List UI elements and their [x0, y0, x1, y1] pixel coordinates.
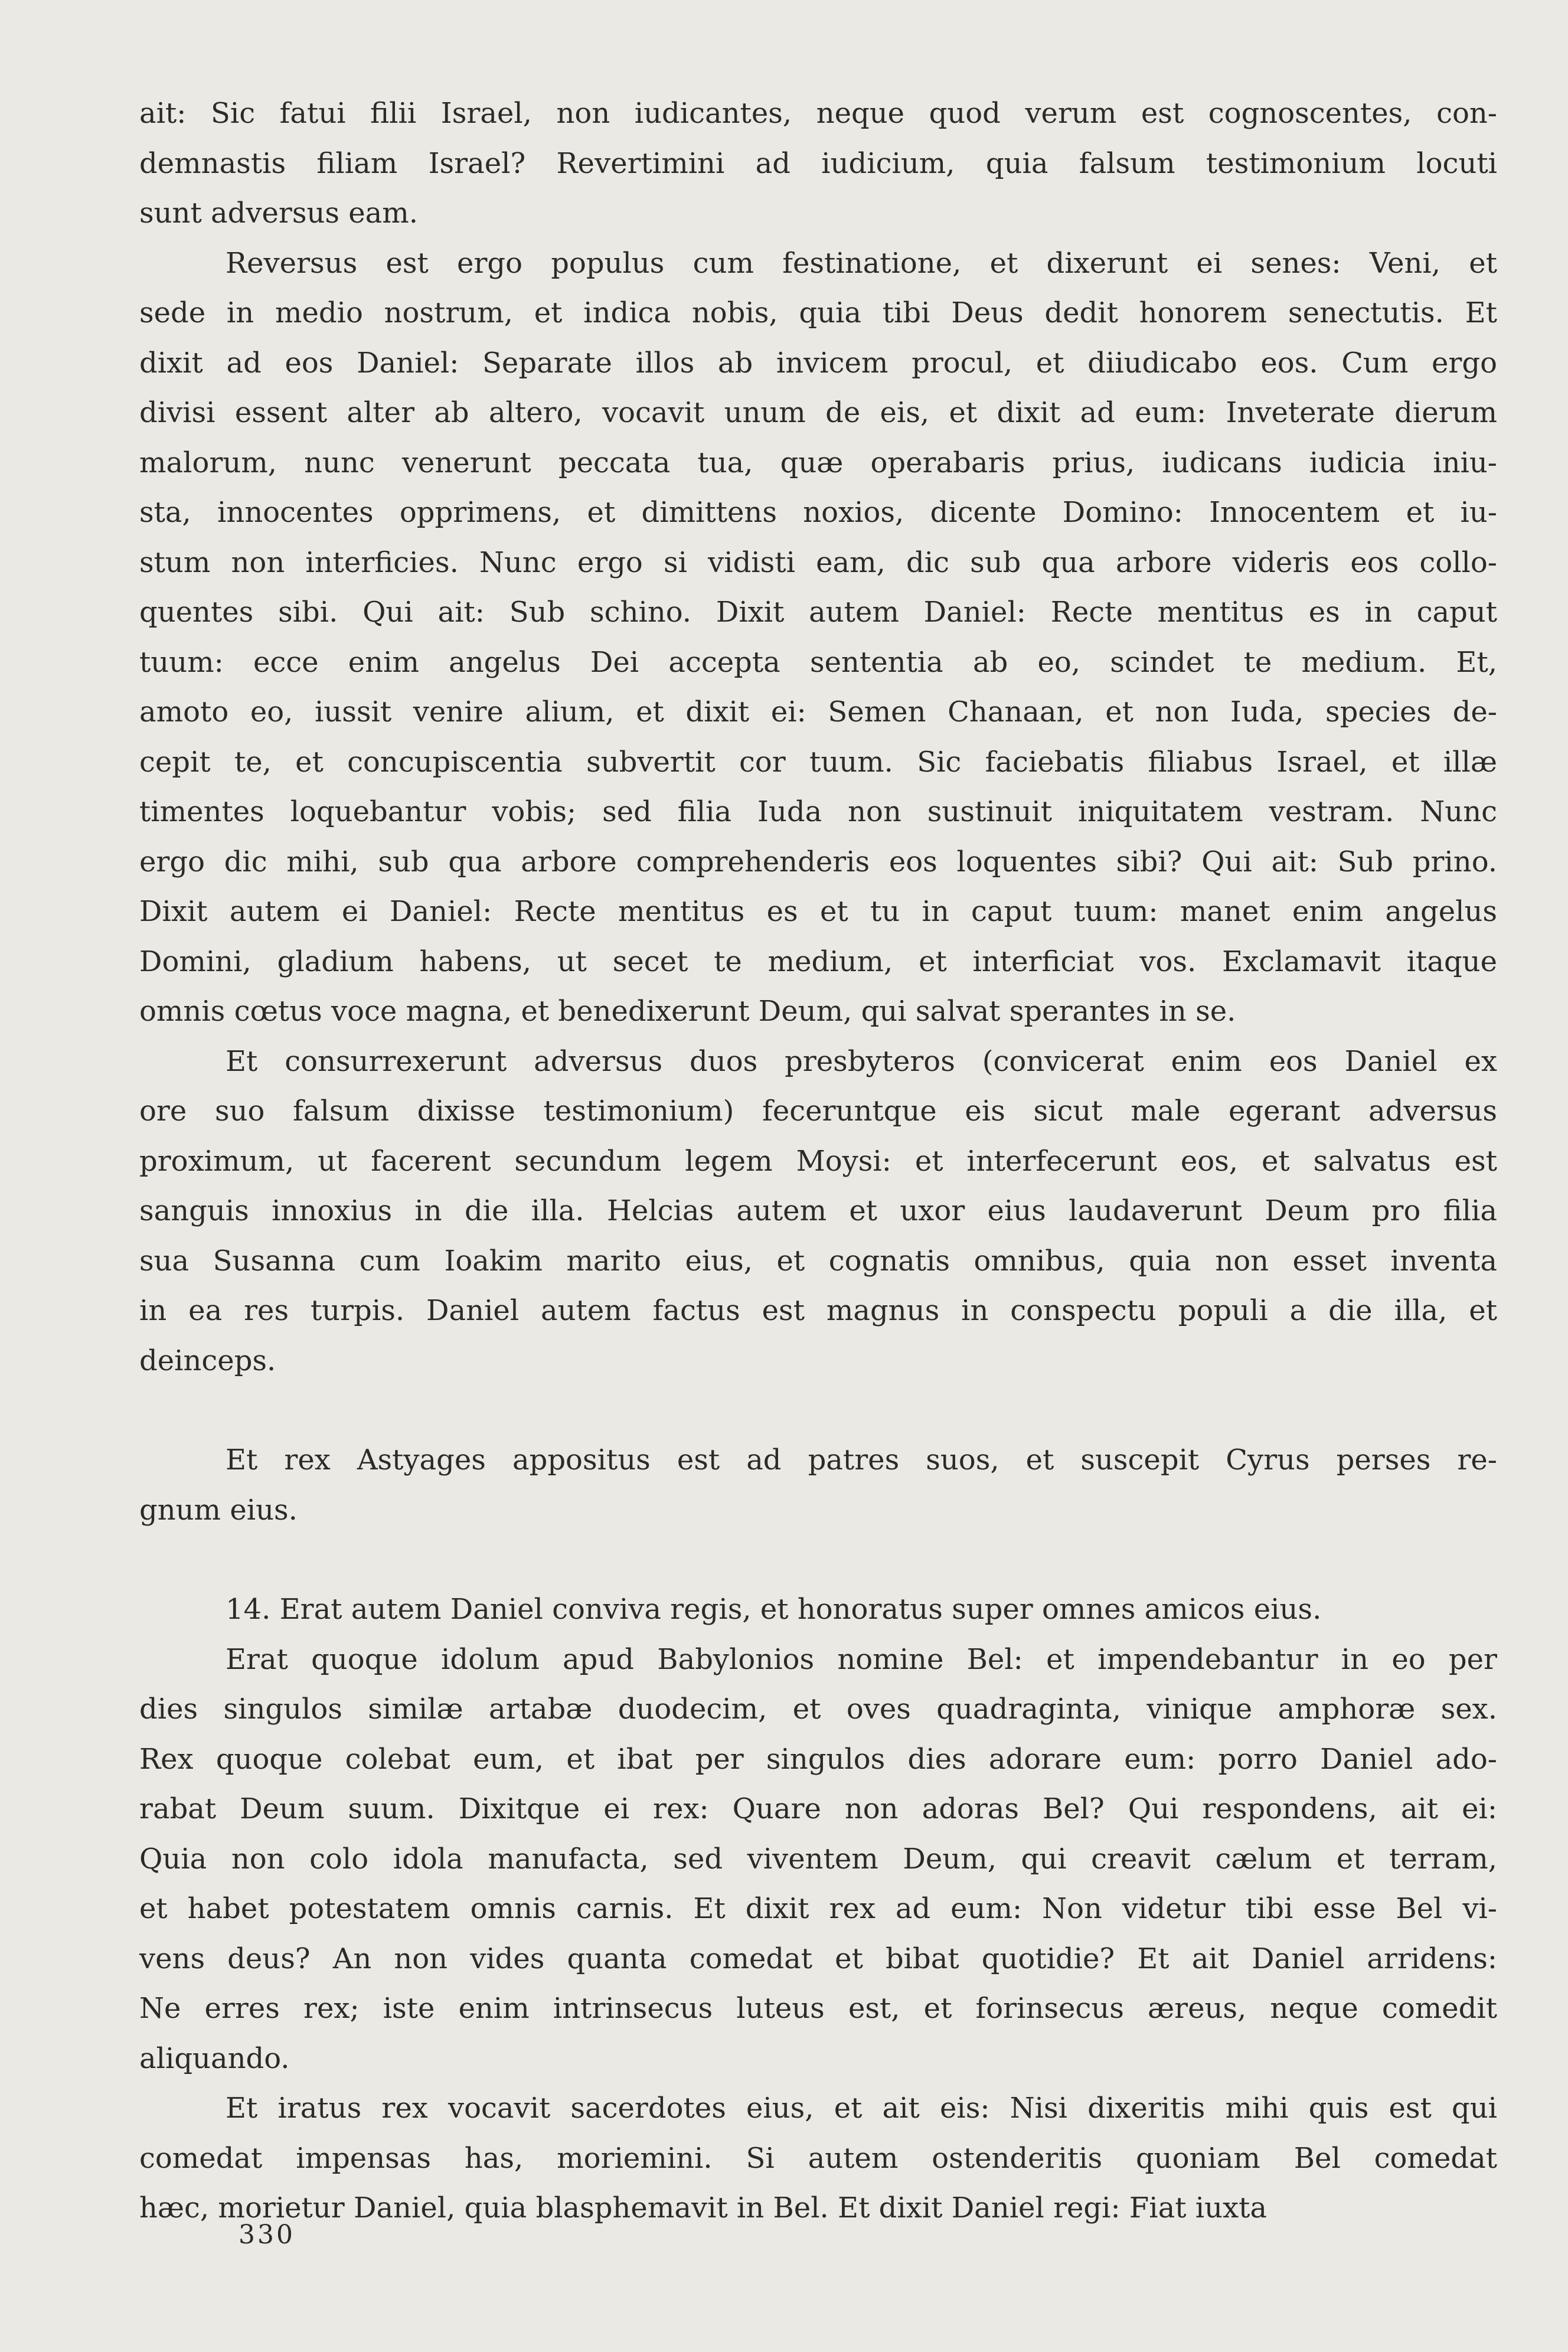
text-line: ait: Sic fatui filii Israel, non iudicantes, neque quod verum est cognoscentes, con- — [139, 97, 1497, 130]
text-line: demnastis filiam Israel? Revertimini ad iudicium, quia falsum testimonium locuti — [139, 146, 1497, 180]
text-line: proximum, ut facerent secundum legem Moysi: et interfecerunt eos, et salvatus est — [139, 1144, 1497, 1178]
text-line: aliquando. — [139, 2041, 290, 2075]
text-line: sunt adversus eam. — [139, 197, 419, 230]
section-gap — [139, 1535, 1497, 1585]
text-line: hæc, morietur Daniel, quia blasphemavit in Bel. Et dixit Daniel regi: Fiat iuxta — [139, 2191, 1267, 2224]
paragraph — [139, 1585, 1497, 1635]
paragraph — [139, 1635, 1497, 2084]
text-line: et habet potestatem omnis carnis. Et dixit rex ad eum: Non videtur tibi esse Bel vi- — [139, 1892, 1497, 1925]
text-line: sede in medio nostrum, et indica nobis, quia tibi Deus dedit honorem senectutis. Et — [139, 296, 1497, 329]
text-line: 14. Erat autem Daniel conviva regis, et honoratus super omnes amicos eius. — [226, 1593, 1322, 1626]
text-line: deinceps. — [139, 1344, 276, 1377]
text-line: sua Susanna cum Ioakim marito eius, et cognatis omnibus, quia non esset inventa — [139, 1244, 1497, 1278]
text-line: divisi essent alter ab altero, vocavit unum de eis, et dixit ad eum: Inveterate dierum — [139, 396, 1497, 429]
text-line: gnum eius. — [139, 1493, 298, 1527]
paragraph — [139, 2083, 1497, 2233]
text-line: Et consurrexerunt adversus duos presbyteros (convicerat enim eos Daniel ex — [226, 1044, 1497, 1078]
text-line: Et rex Astyages appositus est ad patres suos, et suscepit Cyrus perses re- — [226, 1443, 1497, 1476]
text-line: malorum, nunc venerunt peccata tua, quæ operabaris prius, iudicans iudicia iniu- — [139, 446, 1497, 479]
text-line: vens deus? An non vides quanta comedat et bibat quotidie? Et ait Daniel arridens: — [139, 1942, 1497, 1975]
text-line: Et iratus rex vocavit sacerdotes eius, et ait eis: Nisi dixeritis mihi quis est qui — [226, 2092, 1497, 2125]
paragraph — [139, 1435, 1497, 1535]
text-line: quentes sibi. Qui ait: Sub schino. Dixit autem Daniel: Recte mentitus es in caput — [139, 596, 1497, 629]
text-line: Dixit autem ei Daniel: Recte mentitus es et tu in caput tuum: manet enim angelus — [139, 895, 1497, 928]
text-line: timentes loquebantur vobis; sed filia Iuda non sustinuit iniquitatem vestram. Nunc — [139, 795, 1497, 828]
text-line: comedat impensas has, moriemini. Si autem ostenderitis quoniam Bel comedat — [139, 2141, 1497, 2175]
paragraph — [139, 1037, 1497, 1386]
text-line: Quia non colo idola manufacta, sed viventem Deum, qui creavit cælum et terram, — [139, 1842, 1497, 1876]
text-line: sta, innocentes opprimens, et dimittens noxios, dicente Domino: Innocentem et iu- — [139, 496, 1497, 529]
text-line: Reversus est ergo populus cum festinatione, et dixerunt ei senes: Veni, et — [226, 246, 1497, 280]
text-line: sanguis innoxius in die illa. Helcias autem et uxor eius laudaverunt Deum pro filia — [139, 1194, 1497, 1227]
text-line: ergo dic mihi, sub qua arbore comprehenderis eos loquentes sibi? Qui ait: Sub prino. — [139, 845, 1497, 878]
text-line: Erat quoque idolum apud Babylonios nomine Bel: et impendebantur in eo per — [226, 1642, 1497, 1676]
text-line: ore suo falsum dixisse testimonium) feceruntque eis sicut male egerant adversus — [139, 1095, 1497, 1128]
text-line: dies singulos similæ artabæ duodecim, et oves quadraginta, vinique amphoræ sex. — [139, 1693, 1497, 1726]
text-line: Ne erres rex; iste enim intrinsecus luteus est, et forinsecus æreus, neque comedit — [139, 1992, 1497, 2025]
paragraph — [139, 239, 1497, 1037]
text-line: in ea res turpis. Daniel autem factus est magnus in conspectu populi a die illa, et — [139, 1294, 1497, 1327]
paragraph — [139, 89, 1497, 239]
text-line: stum non interficies. Nunc ergo si vidisti eam, dic sub qua arbore videris eos collo- — [139, 545, 1497, 579]
section-gap — [139, 1386, 1497, 1435]
text-line: cepit te, et concupiscentia subvertit cor tuum. Sic faciebatis filiabus Israel, et illæ — [139, 745, 1497, 779]
text-line: Rex quoque colebat eum, et ibat per singulos dies adorare eum: porro Daniel ado- — [139, 1742, 1497, 1776]
text-line: tuum: ecce enim angelus Dei accepta sententia ab eo, scindet te medium. Et, — [139, 645, 1497, 679]
text-line: rabat Deum suum. Dixitque ei rex: Quare non adoras Bel? Qui respondens, ait ei: — [139, 1792, 1497, 1825]
text-line: dixit ad eos Daniel: Separate illos ab invicem procul, et diiudicabo eos. Cum ergo — [139, 346, 1497, 380]
page-number: 330 — [239, 2220, 295, 2250]
text-line: amoto eo, iussit venire alium, et dixit ei: Semen Chanaan, et non Iuda, species de- — [139, 695, 1497, 729]
text-line: Domini, gladium habens, ut secet te medium, et interficiat vos. Exclamavit itaque — [139, 945, 1497, 978]
text-line: omnis cœtus voce magna, et benedixerunt Deum, qui salvat sperantes in se. — [139, 995, 1236, 1028]
text-body — [139, 89, 1497, 2233]
